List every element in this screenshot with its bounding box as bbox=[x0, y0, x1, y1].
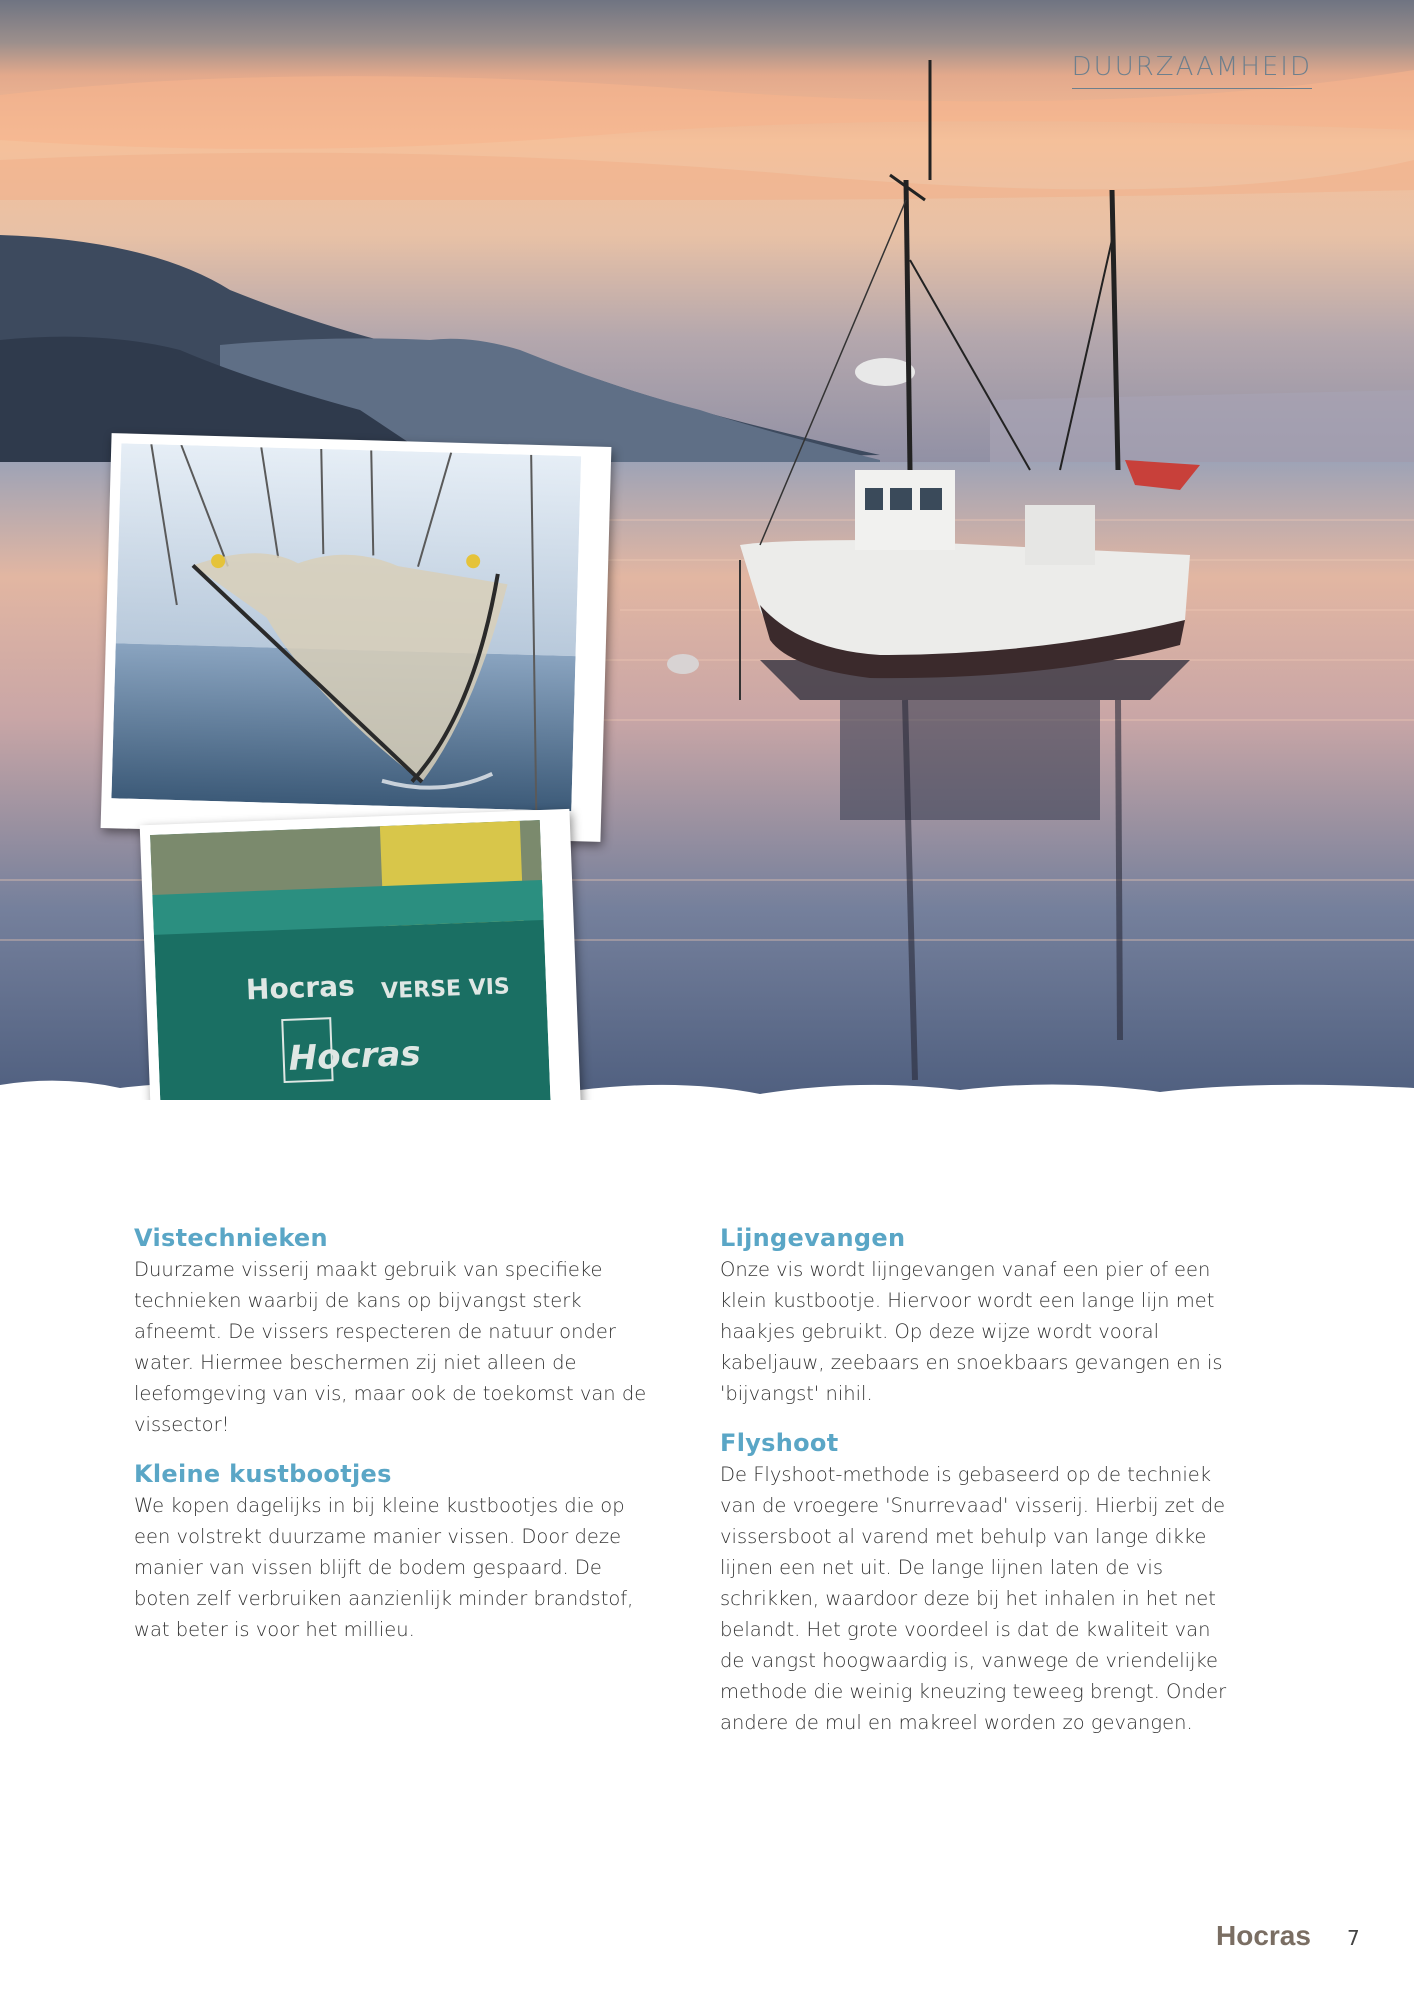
section-kleine-kustbootjes bbox=[134, 1460, 654, 1645]
crate-brand-text: Hocras bbox=[245, 969, 356, 1007]
section-label: DUURZAAMHEID bbox=[1072, 52, 1312, 89]
body-lijngevangen: Onze vis wordt lijngevangen vanaf een pier of een klein kustbootje. Hiervoor wordt een lange lijn met haakjes gebruikt. Op deze wijze wordt vooral kabeljauw, zeebaars en snoekbaars gevangen en is 'bijvangst' nihil. bbox=[720, 1258, 1223, 1405]
footer-brand: Hocras bbox=[1216, 1920, 1311, 1951]
right-column bbox=[720, 1224, 1240, 1758]
body-vistechnieken: Duurzame visserij maakt gebruik van specifieke technieken waarbij de kans op bijvangst sterk afneemt. De vissers respecteren de natuur onder water. Hiermee beschermen zij niet alleen de leefomgeving van vis, maar ook de toekomst van de vissector! bbox=[134, 1258, 647, 1436]
heading-flyshoot: Flyshoot bbox=[720, 1429, 839, 1457]
heading-kleine-kustbootjes: Kleine kustbootjes bbox=[134, 1460, 392, 1488]
section-flyshoot bbox=[720, 1429, 1240, 1738]
heading-vistechnieken: Vistechnieken bbox=[134, 1224, 328, 1252]
crate-tag-text: VERSE VIS bbox=[380, 974, 511, 1005]
fish-crate-photo bbox=[140, 809, 583, 1100]
fishing-net-photo bbox=[101, 433, 612, 842]
section-vistechnieken bbox=[134, 1224, 654, 1440]
section-lijngevangen bbox=[720, 1224, 1240, 1409]
body-kleine-kustbootjes: We kopen dagelijks in bij kleine kustbootjes die op een volstrekt duurzame manier vissen. Door deze manier van vissen blijft de bodem gespaard. De boten zelf verbruiken aanzienlijk minder brandstof, wat beter is voor het millieu. bbox=[134, 1494, 634, 1641]
heading-lijngevangen: Lijngevangen bbox=[720, 1224, 906, 1252]
page-number: 7 bbox=[1347, 1926, 1360, 1950]
body-flyshoot: De Flyshoot-methode is gebaseerd op de techniek van de vroegere 'Snurrevaad' visserij. Hierbij zet de vissersboot al varend met behulp van lange dikke lijnen een net uit. De lange lijnen laten de vis schrikken, waardoor deze bij het inhalen in het net belandt. Het grote voordeel is dat de kwaliteit van de vangst hoogwaardig is, vanwege de vriendelijke methode die weinig kneuzing teweeg brengt. Onder andere de mul en makreel worden zo gevangen. bbox=[720, 1463, 1227, 1734]
crate-logo-text: Hocras bbox=[287, 1033, 422, 1079]
left-column bbox=[134, 1224, 654, 1665]
